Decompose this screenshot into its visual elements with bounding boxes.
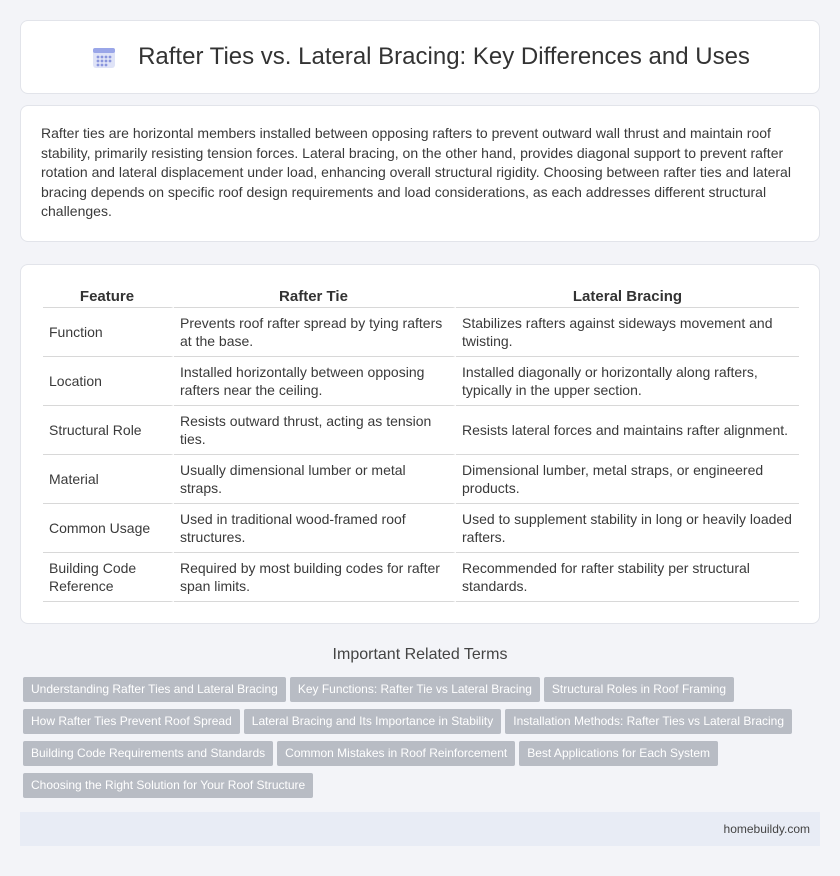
- table-row: [43, 504, 799, 553]
- header-feature: Feature: [43, 285, 174, 308]
- feature-cell: Common Usage: [43, 504, 174, 553]
- related-tags: [23, 677, 823, 805]
- table-header-row: [43, 285, 799, 308]
- related-tag[interactable]: Building Code Requirements and Standards: [23, 741, 273, 766]
- header-rafter-tie: Rafter Tie: [174, 285, 456, 308]
- footer: [20, 812, 820, 846]
- feature-cell: Building Code Reference: [43, 553, 174, 602]
- lateral-bracing-cell: Recommended for rafter stability per structural standards.: [456, 553, 799, 602]
- header-lateral-bracing: Lateral Bracing: [456, 285, 799, 308]
- lateral-bracing-cell: Installed diagonally or horizontally along rafters, typically in the upper section.: [456, 357, 799, 406]
- related-tag[interactable]: Key Functions: Rafter Tie vs Lateral Bracing: [290, 677, 540, 702]
- related-tag[interactable]: Understanding Rafter Ties and Lateral Bracing: [23, 677, 286, 702]
- related-tag[interactable]: Installation Methods: Rafter Ties vs Lateral Bracing: [505, 709, 792, 734]
- title-card: [20, 20, 820, 94]
- table-row: [43, 406, 799, 455]
- table-row: [43, 553, 799, 602]
- related-tag[interactable]: Lateral Bracing and Its Importance in Stability: [244, 709, 501, 734]
- rafter-tie-cell: Usually dimensional lumber or metal straps.: [174, 455, 456, 504]
- lateral-bracing-cell: Stabilizes rafters against sideways movement and twisting.: [456, 308, 799, 357]
- related-tag[interactable]: Common Mistakes in Roof Reinforcement: [277, 741, 515, 766]
- rafter-tie-cell: Required by most building codes for rafter span limits.: [174, 553, 456, 602]
- lateral-bracing-cell: Resists lateral forces and maintains rafter alignment.: [456, 406, 799, 455]
- feature-cell: Material: [43, 455, 174, 504]
- calendar-grid-icon: [90, 43, 118, 71]
- related-tag[interactable]: Choosing the Right Solution for Your Roof Structure: [23, 773, 313, 798]
- table-row: [43, 357, 799, 406]
- comparison-card: [20, 264, 820, 624]
- page-title: Rafter Ties vs. Lateral Bracing: Key Differences and Uses: [138, 43, 750, 70]
- comparison-table: [43, 285, 799, 602]
- rafter-tie-cell: Installed horizontally between opposing rafters near the ceiling.: [174, 357, 456, 406]
- related-terms-title: Important Related Terms: [332, 646, 508, 663]
- intro-text: Rafter ties are horizontal members installed between opposing rafters to prevent outward wall thrust and maintain roof stability, primarily resisting tension forces. Lateral bracing, on the other hand, provides diagonal support to prevent rafter rotation and lateral displacement under load, enhancing overall structural rigidity. Choosing between rafter ties and lateral bracing depends on specific roof design requirements and load considerations, as each addresses different structural challenges.: [41, 125, 791, 219]
- table-row: [43, 308, 799, 357]
- lateral-bracing-cell: Used to supplement stability in long or heavily loaded rafters.: [456, 504, 799, 553]
- feature-cell: Location: [43, 357, 174, 406]
- rafter-tie-cell: Prevents roof rafter spread by tying rafters at the base.: [174, 308, 456, 357]
- intro-card: [20, 105, 820, 242]
- rafter-tie-cell: Resists outward thrust, acting as tension ties.: [174, 406, 456, 455]
- feature-cell: Function: [43, 308, 174, 357]
- table-row: [43, 455, 799, 504]
- lateral-bracing-cell: Dimensional lumber, metal straps, or engineered products.: [456, 455, 799, 504]
- related-tag[interactable]: Structural Roles in Roof Framing: [544, 677, 734, 702]
- feature-cell: Structural Role: [43, 406, 174, 455]
- related-tag[interactable]: How Rafter Ties Prevent Roof Spread: [23, 709, 240, 734]
- related-tag[interactable]: Best Applications for Each System: [519, 741, 718, 766]
- rafter-tie-cell: Used in traditional wood-framed roof structures.: [174, 504, 456, 553]
- footer-site-link[interactable]: homebuildy.com: [723, 822, 810, 836]
